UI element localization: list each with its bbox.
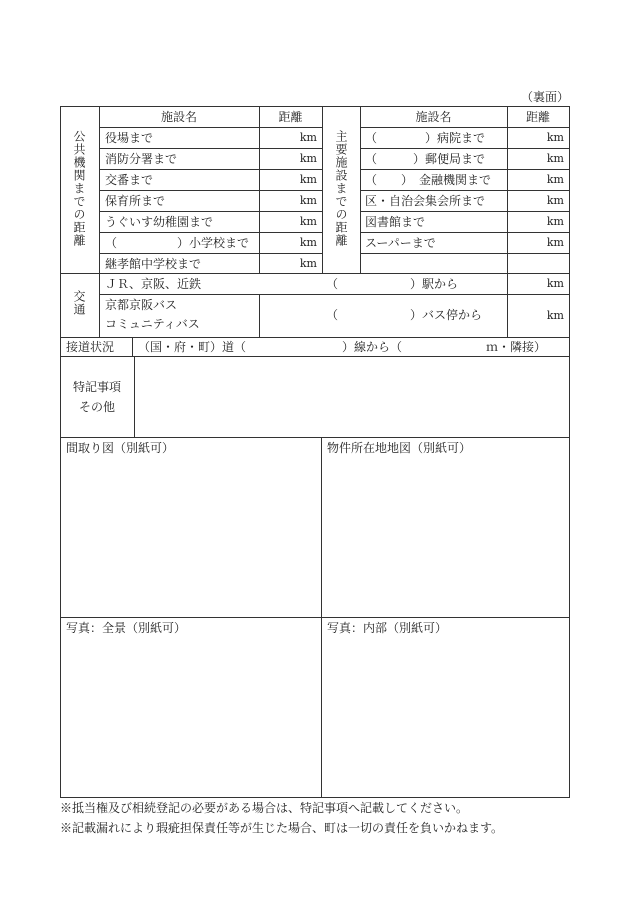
bus-stop-from: （ ）バス停から	[326, 308, 483, 322]
rail-lines: ＪＲ、京阪、近鉄	[105, 277, 202, 291]
public-facilities-label: 公共機関までの距離	[72, 130, 86, 247]
public-row-name: うぐいす幼稚園まで	[105, 215, 214, 229]
public-row-unit: km	[299, 131, 317, 144]
public-header-distance: 距離	[278, 110, 303, 124]
transport-label: 交通	[72, 290, 86, 316]
special-label-2: その他	[78, 400, 115, 414]
major-row-name: （ ）郵便局まで	[365, 152, 486, 166]
major-row-unit: km	[546, 236, 564, 249]
major-facilities-label: 主要施設までの距離	[334, 130, 348, 247]
public-row-unit: km	[299, 257, 317, 270]
major-row-name: スーパーまで	[365, 236, 436, 250]
major-row-name: 図書館まで	[365, 215, 426, 229]
major-row-name: （ ）病院まで	[365, 131, 486, 145]
major-row-unit: km	[546, 152, 564, 165]
major-row-unit: km	[546, 194, 564, 207]
public-row-unit: km	[299, 152, 317, 165]
major-row-unit: km	[546, 131, 564, 144]
photo-interior-label: 写真：内部（別紙可）	[327, 621, 448, 635]
location-map-label: 物件所在地地図（別紙可）	[327, 441, 472, 455]
major-row-unit: km	[546, 215, 564, 228]
public-row-unit: km	[299, 194, 317, 207]
major-row-name: （ ） 金融機関まで	[365, 173, 492, 187]
public-row-name: 保育所まで	[105, 194, 166, 208]
bus-line-1: 京都京阪バス	[105, 298, 178, 312]
footnote: ※抵当権及び相続登記の必要がある場合は、特記事項へ記載してください。	[60, 801, 469, 815]
major-header-distance: 距離	[525, 110, 550, 124]
road-label: 接道状況	[66, 340, 115, 354]
public-row-unit: km	[299, 236, 317, 249]
public-row-unit: km	[299, 173, 317, 186]
bus-distance-unit: km	[546, 309, 564, 322]
road-text: （国・府・町）道（ ）線から（ ｍ・隣接）	[138, 340, 547, 354]
public-row-name: 継孝館中学校まで	[105, 257, 202, 271]
major-header-name: 施設名	[415, 110, 452, 124]
footnote: ※記載漏れにより瑕疵担保責任等が生じた場合、町は一切の責任を負いかねます。	[60, 821, 504, 835]
page-side-label: （裏面）	[521, 90, 570, 104]
public-header-name: 施設名	[160, 110, 197, 124]
station-from: （ ）駅から	[326, 277, 459, 291]
rail-distance-unit: km	[546, 277, 564, 290]
floor-plan-label: 間取り図（別紙可）	[66, 441, 175, 455]
public-row-name: 交番まで	[105, 173, 154, 187]
public-row-name: （ ）小学校まで	[105, 236, 250, 250]
public-row-unit: km	[299, 215, 317, 228]
special-label-1: 特記事項	[72, 380, 121, 394]
photo-overall-label: 写真：全景（別紙可）	[66, 621, 187, 635]
major-row-name: 区・自治会集会所まで	[365, 194, 486, 208]
major-row-unit: km	[546, 173, 564, 186]
public-row-name: 消防分署まで	[105, 152, 178, 166]
bus-line-2: コミュニティバス	[105, 317, 200, 331]
public-row-name: 役場まで	[105, 131, 154, 145]
